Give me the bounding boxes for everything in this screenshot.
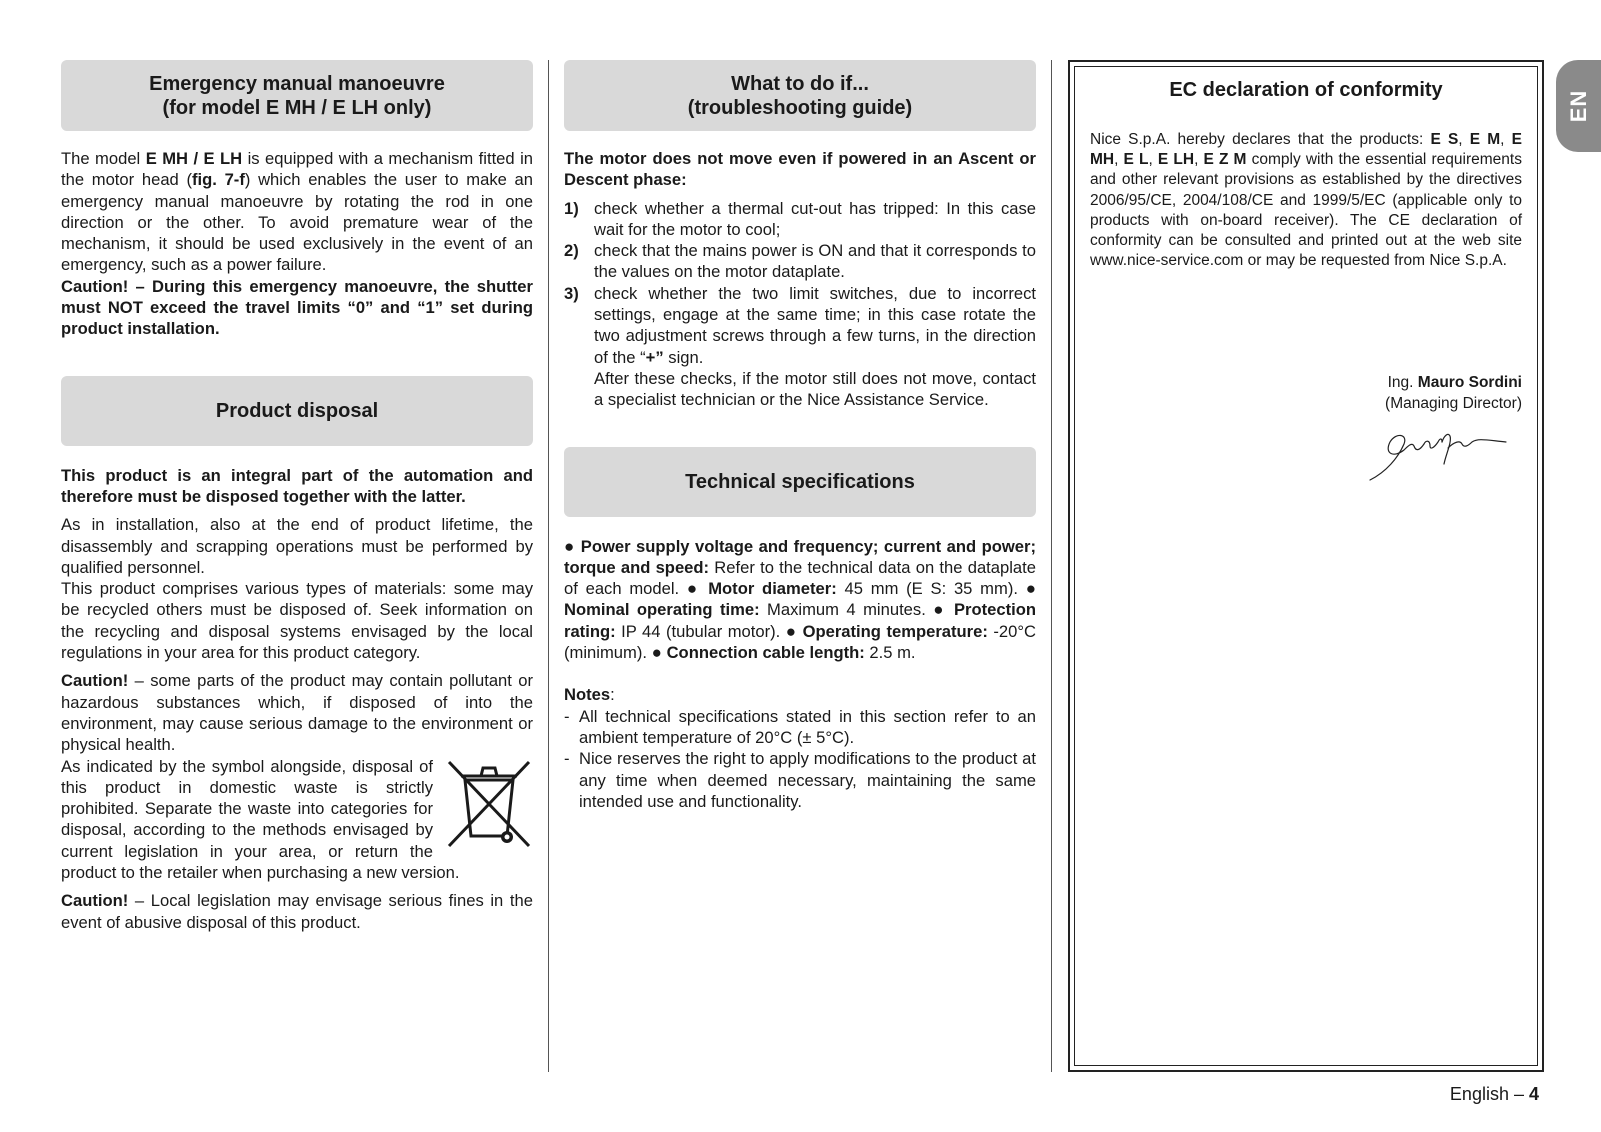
troubleshooting-steps [564,198,1036,368]
bold-text: E LH [1157,151,1195,169]
notes-label: Notes [564,685,611,705]
bold-text: E L [1123,151,1149,169]
emergency-paragraph [61,148,533,276]
troubleshooting-problem: The motor does not move even if powered in an Ascent or Descent phase: [564,149,1036,190]
emergency-title-line1: Emergency manual manoeuvre [149,72,445,95]
signatory-name: Mauro Sordini [1417,374,1522,391]
caution-label: Caution! [61,671,129,691]
caution-text: – some parts of the product may contain pollutant or hazardous substances which, if disposed of into the environment, may cause serious damage to the environment or physical health. [61,671,533,755]
disposal-paragraph-3: As indicated by the symbol alongside, disposal of this product in domestic waste is strictly prohibited. Separate the waste into categories for disposal, according to the methods envisaged by current legislation in your area, or return the product to the retailer when purchasing a new version. [61,756,460,883]
step-number: 2) [564,241,579,261]
signatory-prefix: Ing. [1387,374,1418,391]
text-run: -20°C (minimum). [564,621,1036,663]
disposal-paragraph-2: This product comprises various types of materials: some may be recycled others must be disposed of. Seek information on the recycling and disposal systems envisaged by the local regulations in your area for this product category. [61,579,533,663]
step-text: check whether the two limit switches, due to incorrect settings, engage at the same time; in this case rotate the two adjustment screws through a few turns, in the direction of the “ [594,283,1036,367]
signatory [1300,373,1522,414]
bold-text: Operating temperature: [802,621,988,641]
notes-colon: : [610,685,615,705]
troubleshooting-title-line2: (troubleshooting guide) [687,96,913,119]
language-tab [1556,60,1601,152]
text-run: ) which enables the user to make an emergency manual manoeuvre by rotating the rod in one direction or the other. To avoid premature wear of the mechanism, it should be used exclusively in the event of an emergency, such as a power failure. [61,170,533,275]
handwritten-signature [1368,428,1508,486]
language-tab-label: EN [1565,89,1591,123]
bold-text: Motor diameter: [708,579,837,599]
bold-text: E Z M [1203,151,1247,169]
bullet-glyph: ● [933,600,954,620]
text-run: comply with the essential requirements and other relevant provisions as established by the directives 2006/95/CE, 2004/108/CE and 1999/5/EC (applicable only to products with on-board receiver). The CE declaration of conformity can be consulted and printed out at the web site www.nice-service.com or may be requested from Nice S.p.A. [1090,151,1522,270]
note-text: Nice reserves the right to apply modifications to the product at any time when deemed necessary, maintaining the same intended use and functionality. [579,749,1036,811]
bullet-glyph: ● [651,643,667,663]
text-run: IP 44 (tubular motor). [615,621,786,641]
text-run: Maximum 4 minutes. [759,600,934,620]
troubleshooting-step [564,198,1036,241]
column-left [61,60,533,933]
notes-heading [564,684,1036,705]
step-number: 3) [564,283,579,303]
text-run: , [1148,151,1158,169]
text-run: 45 mm (E S: 35 mm). [836,579,1026,599]
disposal-paragraph-1: As in installation, also at the end of product lifetime, the disassembly and scrapping operations must be performed by qualified personnel. [61,515,533,577]
footer-language: English – [1449,1084,1529,1104]
caution-label: Caution! [61,891,129,911]
step-text: check whether a thermal cut-out has tripped: In this case wait for the motor to cool; [594,198,1036,239]
text-run: Nice S.p.A. hereby declares that the products: [1090,131,1431,148]
step-number: 1) [564,198,579,218]
bold-text: Power supply voltage and frequency; current and power; torque and speed: [564,536,1036,577]
disposal-caution-2 [61,890,533,933]
text-run: , [1458,131,1470,148]
column-middle [564,60,1036,812]
page-number: 4 [1528,1084,1539,1104]
text-run: , [1500,131,1512,148]
disposal-heading [61,376,533,446]
page-footer [1450,1083,1539,1105]
column-divider [1051,60,1052,1072]
text-run: The model [61,149,146,168]
text-run: , [1114,151,1124,169]
notes-list [564,706,1036,812]
bold-text: Protection rating: [564,600,1036,641]
step-text: check that the mains power is ON and that it corresponds to the values on the motor dataplate. [594,241,1036,282]
bold-text: E S [1430,131,1459,148]
emergency-caution: Caution! – During this emergency manoeuvre, the shutter must NOT exceed the travel limits “0” and “1” set during product installation. [61,276,533,339]
bold-text: E M [1469,131,1501,148]
weee-block [61,756,533,884]
declaration-body [1090,130,1522,271]
tech-heading [564,447,1036,517]
text-run: is equipped with a mechanism fitted in the motor head ( [61,149,533,190]
bold-text: Connection cable length: [666,643,865,663]
step-text: sign. [663,347,704,367]
note-dash: - [564,749,570,769]
crossed-out-wheelie-bin-icon [445,758,533,850]
declaration-title: EC declaration of conformity [1169,79,1443,101]
note-item [564,706,1036,749]
troubleshooting-step [564,283,1036,368]
bold-text: E MH [1090,131,1522,169]
troubleshooting-step [564,240,1036,283]
bold-text: Nominal operating time: [564,600,760,620]
troubleshooting-heading [564,60,1036,131]
tech-title: Technical specifications [685,470,915,493]
bullet-glyph: ● [686,579,709,599]
bullet-glyph: ● [785,621,803,641]
note-dash: - [564,706,570,726]
troubleshooting-after: After these checks, if the motor still does not move, contact a specialist technician or the Nice Assistance Service. [594,368,1036,410]
bullet-glyph: ● [564,536,581,556]
troubleshooting-title-line1: What to do if... [731,72,869,95]
signatory-role: (Managing Director) [1385,394,1522,412]
text-run: 2.5 m. [864,643,916,663]
bullet-glyph: ● [1025,579,1036,599]
text-run: , [1194,151,1204,169]
note-text: All technical specifications stated in this section refer to an ambient temperature of 20°C (± 5°C). [579,706,1036,747]
text-run: Refer to the technical data on the dataplate of each model. [564,557,1036,599]
column-divider [548,60,549,1072]
note-item [564,748,1036,812]
disposal-title: Product disposal [215,399,379,422]
step-text: +” [645,347,664,367]
disposal-caution-1 [61,670,533,755]
emergency-title-line2: (for model E MH / E LH only) [162,96,432,119]
disposal-intro: This product is an integral part of the automation and therefore must be disposed together with the latter. [61,465,533,506]
bold-text: fig. 7-f [192,170,245,190]
tech-specifications [564,536,1036,664]
emergency-heading [61,60,533,131]
caution-text: – Local legislation may envisage serious fines in the event of abusive disposal of this product. [61,891,533,932]
bold-text: E MH / E LH [145,149,243,168]
